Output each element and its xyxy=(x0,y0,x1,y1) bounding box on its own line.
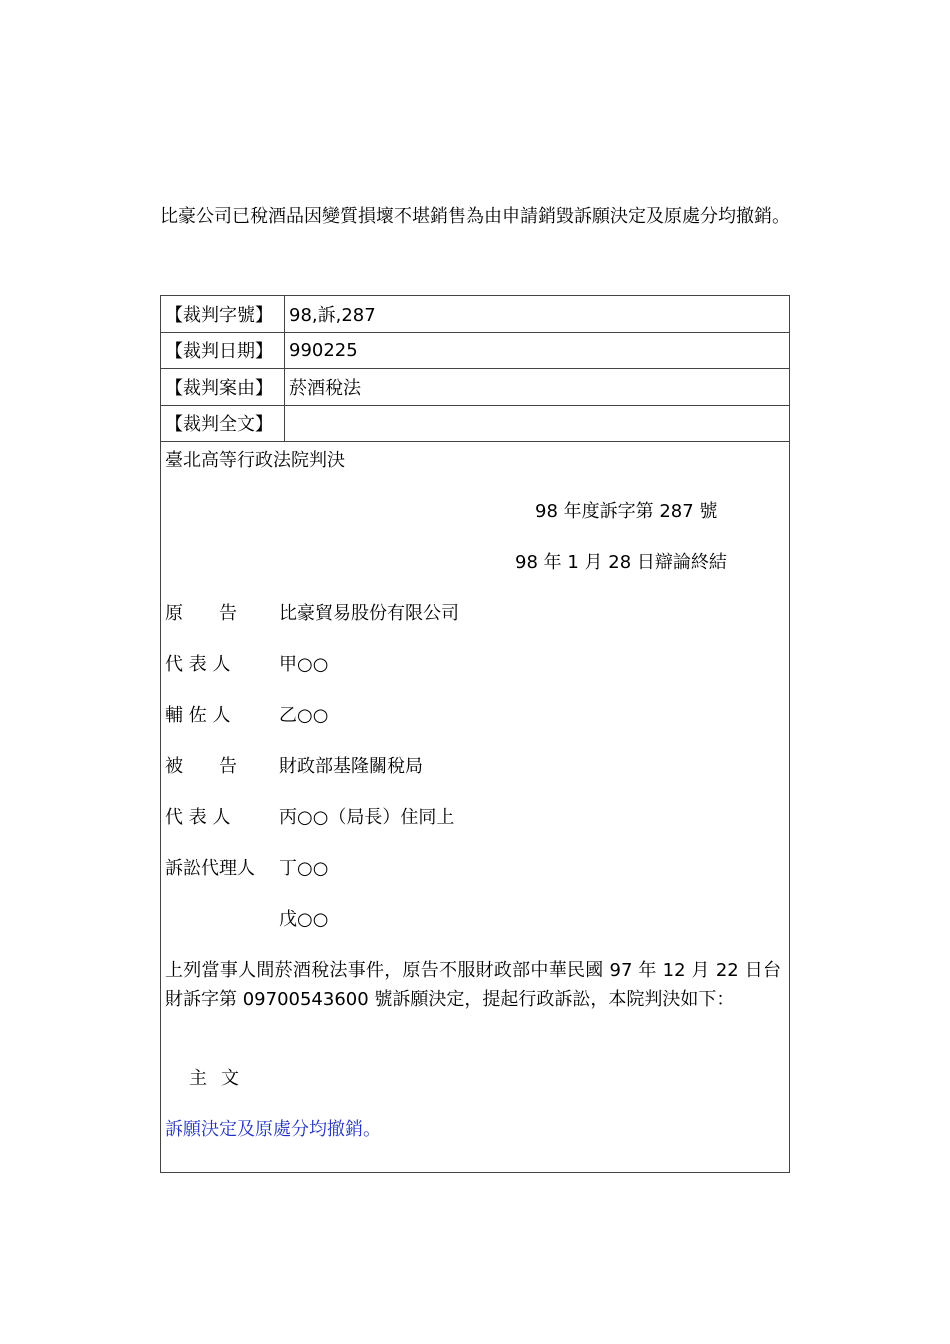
full-text-label: 【裁判全文】 xyxy=(161,406,285,442)
party-value-defendant-representative: 丙○○（局長）住同上 xyxy=(279,807,455,828)
main-text-heading: 主文 xyxy=(189,1068,253,1089)
judgment-date-value: 990225 xyxy=(289,339,358,361)
case-table xyxy=(160,295,790,1173)
case-number-heading: 98 年度訴字第 287 號 xyxy=(535,501,718,522)
case-cause-label: 【裁判案由】 xyxy=(161,369,285,405)
judgment-date-label: 【裁判日期】 xyxy=(161,333,285,369)
case-cause-row xyxy=(161,369,789,406)
party-label-litigation-agent: 訴訟代理人 xyxy=(165,858,255,879)
party-value-plaintiff-representative: 甲○○ xyxy=(279,654,329,675)
judgment-date-row xyxy=(161,333,789,370)
party-value-defendant: 財政部基隆關稅局 xyxy=(279,756,423,777)
party-value-plaintiff: 比豪貿易股份有限公司 xyxy=(279,603,459,624)
party-label-defendant: 被 告 xyxy=(165,756,237,777)
judgment-body xyxy=(161,442,789,1172)
verdict-text: 訴願決定及原處分均撤銷。 xyxy=(165,1119,381,1140)
party-label-plaintiff-representative: 代 表 人 xyxy=(165,654,231,675)
party-label-plaintiff: 原 告 xyxy=(165,603,237,624)
party-label-defendant-representative: 代 表 人 xyxy=(165,807,231,828)
closing-date: 98 年 1 月 28 日辯論終結 xyxy=(515,552,727,573)
party-value-litigation-agent: 丁○○ xyxy=(279,858,329,879)
document-title: 比豪公司已稅酒品因變質損壞不堪銷售為由申請銷毀訴願決定及原處分均撤銷。 xyxy=(160,206,790,227)
full-text-row xyxy=(161,406,789,443)
party-label-assistant: 輔 佐 人 xyxy=(165,705,231,726)
court-name: 臺北高等行政法院判決 xyxy=(165,450,345,471)
party-value-second-agent: 戊○○ xyxy=(279,909,329,930)
case-cause-value: 菸酒稅法 xyxy=(289,377,361,399)
case-number-row xyxy=(161,296,789,333)
intro-paragraph: 上列當事人間菸酒稅法事件，原告不服財政部中華民國 97 年 12 月 22 日台財訴字第 09700543600 號訴願決定，提起行政訴訟，本院判決如下： xyxy=(165,960,781,1010)
full-text-value xyxy=(285,406,789,442)
party-value-assistant: 乙○○ xyxy=(279,705,329,726)
case-number-value: 98,訴,287 xyxy=(289,304,376,326)
case-number-label: 【裁判字號】 xyxy=(161,296,285,332)
